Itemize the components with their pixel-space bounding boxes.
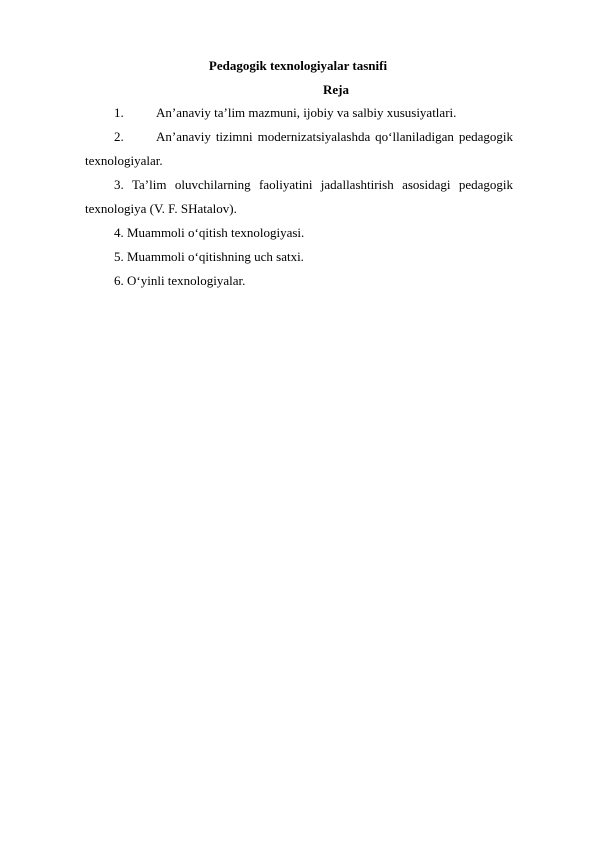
plan-item bbox=[85, 245, 513, 269]
plan-item bbox=[85, 269, 513, 293]
plan-item-line bbox=[85, 269, 513, 293]
plan-item-text: Ta’lim oluvchilarning faoliyatini jadallashtirish asosidagi pedagogik bbox=[132, 177, 513, 192]
plan-item bbox=[85, 173, 513, 221]
plan-item-line bbox=[85, 125, 513, 149]
plan-item-number: 3. bbox=[114, 177, 124, 192]
plan-item-text: Muammoli o‘qitishning uch satxi. bbox=[127, 249, 304, 264]
plan-item-line bbox=[85, 245, 513, 269]
plan-item-continuation: texnologiya (V. F. SHatalov). bbox=[85, 201, 237, 216]
plan-item bbox=[85, 125, 513, 173]
plan-item-number: 4. bbox=[114, 225, 124, 240]
document-title: Pedagogik texnologiyalar tasnifi bbox=[208, 58, 388, 73]
plan-item-number: 5. bbox=[114, 249, 124, 264]
plan-item-line bbox=[85, 221, 513, 245]
plan-item-text: An’anaviy ta’lim mazmuni, ijobiy va salbiy xususiyatlari. bbox=[156, 105, 457, 120]
plan-item-line bbox=[85, 173, 513, 197]
plan-item-text: O‘yinli texnologiyalar. bbox=[127, 273, 246, 288]
plan-item bbox=[85, 101, 513, 125]
plan-item-number: 6. bbox=[114, 273, 124, 288]
plan-heading: Reja bbox=[323, 82, 349, 97]
plan-item bbox=[85, 221, 513, 245]
plan-item-number: 1. bbox=[114, 105, 124, 120]
plan-item-text: Muammoli o‘qitish texnologiyasi. bbox=[127, 225, 305, 240]
plan-item-text: An’anaviy tizimni modernizatsiyalashda qo‘llaniladigan pedagogik bbox=[156, 129, 513, 144]
plan-item-continuation: texnologiyalar. bbox=[85, 153, 163, 168]
plan-item-line bbox=[85, 101, 513, 125]
plan-item-number: 2. bbox=[114, 129, 124, 144]
